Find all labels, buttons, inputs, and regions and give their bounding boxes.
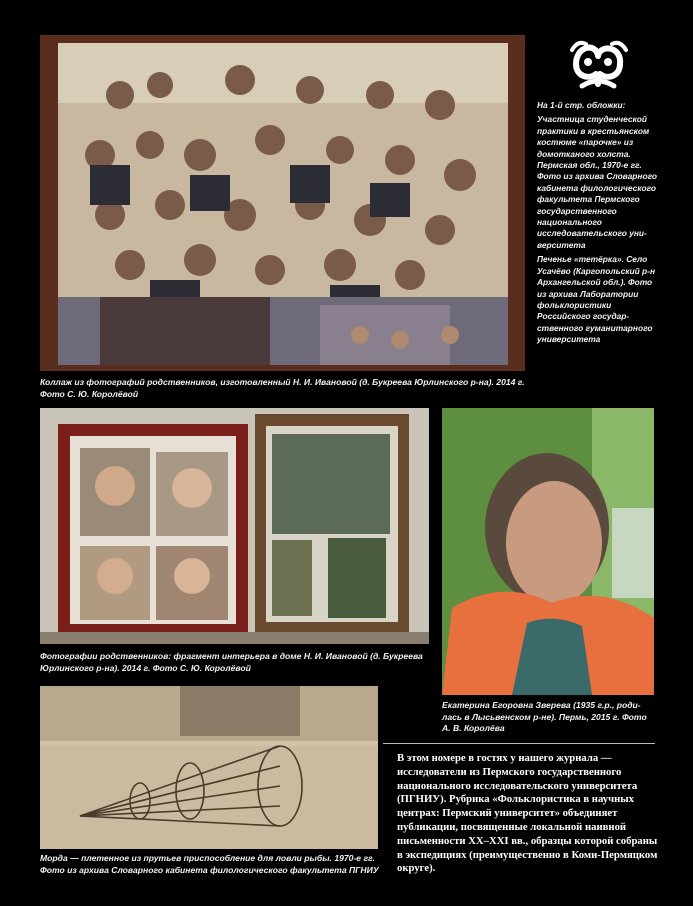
collage-caption: Коллаж из фотографий родственников, изготовленный Н. И. Ивановой (д. Букреева Юрлинского р-на). 2014 г. Фото С. Ю. Королёвой — [40, 377, 525, 399]
portrait-caption: Екатерина Егоровна Зверева (1935 г.р., родилась в Лысьвенском р-не). Пермь, 2015 г. Фото А. В. Королёва — [442, 700, 647, 733]
cover-caption-heading: На 1-й стр. обложки: — [537, 100, 626, 110]
interior-photo — [40, 408, 429, 644]
intro-text: В этом номере в гостях у нашего журнала — исследователи из Пермского государственного национального исследовательского университета (ПГНИУ). Рубрика «Фольклористика в научных центрах: Пермский университет» объединяет публикации, посвященные локальной наивной письменности XX–XXI вв., образцы которой собраны в экспедициях (преимущественно в Коми-Пермяцком округе). — [397, 752, 658, 875]
intro-separator — [383, 743, 655, 744]
interior-caption: Фотографии родственников: фрагмент интерьера в доме Н. И. Ивановой (д. Букреева Юрлинского р-на). 2014 г. Фото С. Ю. Королёвой — [40, 651, 423, 673]
fish-trap-caption: Морда — плетенное из прутьев приспособление для ловли рыбы. 1970-е гг. Фото из архива Словарного кабинета филологического факультета ПГНИУ — [40, 853, 379, 875]
cover-caption — [537, 100, 661, 349]
ornament-logo-icon — [568, 36, 630, 92]
cover-caption-para-1: Участница студенческой практики в крестьянском костюме «парочке» из домотканого холста. Пермская обл., 1970-е гг. Фото из архива Словарного кабинета филологического факультета Пермского государственного национального исследовательского университета — [537, 114, 657, 250]
collage-photo — [40, 35, 525, 371]
fish-trap-photo — [40, 686, 378, 849]
cover-caption-para-2: Печенье «тетёрка». Село Усачёво (Каргопольский р-н Архангельской обл.). Фото из архива Лаборатории фольклористики Российского государственного гуманитарного университета — [537, 254, 656, 345]
portrait-photo — [442, 408, 654, 695]
